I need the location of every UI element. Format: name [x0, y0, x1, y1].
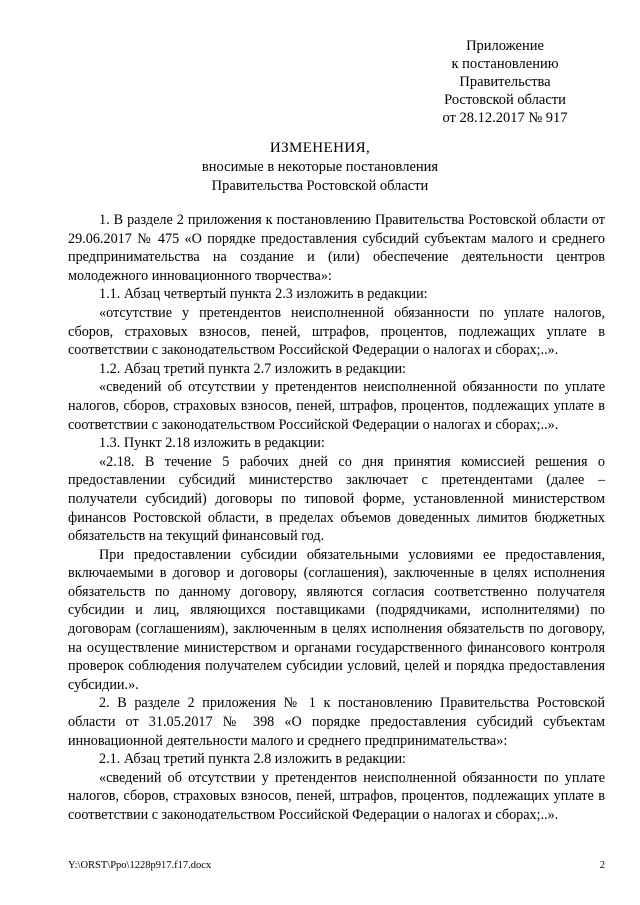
paragraph: «сведений об отсутствии у претендентов неисполненной обязанности по уплате налогов, сборов, страховых взносов, пеней, штрафов, процентов, подлежащих уплате в соответствии с законодательством Российской Федерации о налогах и сборах;..». — [68, 769, 605, 823]
page-footer — [68, 859, 605, 873]
paragraph: 1.3. Пункт 2.18 изложить в редакции: — [99, 435, 325, 452]
document-body — [68, 211, 605, 825]
appendix-line: Правительства — [459, 74, 551, 90]
document-subtitle: вносимые в некоторые постановления — [201, 159, 439, 175]
paragraph: 1.1. Абзац четвертый пункта 2.3 изложить в редакции: — [99, 286, 428, 303]
paragraph: «2.18. В течение 5 рабочих дней со дня принятия комиссией решения о предоставлении субсидий министерство заключает с претендентами (далее – получатели субсидий) договоры по типовой форме, установленной министерством финансов Ростовской области, в пределах объемов доведенных лимитов бюджетных обязательств на текущий финансовый год. — [68, 453, 605, 545]
paragraph: 1. В разделе 2 приложения к постановлению Правительства Ростовской области от 29.06.2017 № 475 «О порядке предоставления субсидий субъектам малого и среднего предпринимательства на создание и (или) обеспечение деятельности центров молодежного инновационного творчества»: — [68, 212, 605, 284]
appendix-line: Ростовской области — [444, 92, 566, 108]
document-heading — [0, 139, 640, 195]
paragraph: 2. В разделе 2 приложения № 1 к постановлению Правительства Ростовской области от 31.05.2017 № 398 «О порядке предоставления субсидий субъектам инновационной деятельности малого и среднего предпринимательства»: — [68, 695, 605, 749]
paragraph: При предоставлении субсидии обязательными условиями ее предоставления, включаемыми в договор и договоры (соглашения), заключенные в целях исполнения обязательств по данному договору, являются согласия соответственно получателя субсидии и лиц, являющихся поставщиками (подрядчиками, исполнителями) по договорам (соглашениям), заключенным в целях исполнения обязательств по договору, на осуществление министерством и органами государственного финансового контроля проверок соблюдения получателем субсидии условий, целей и порядка предоставления субсидии.». — [68, 546, 605, 693]
appendix-line: к постановлению — [451, 56, 559, 72]
paragraph: «сведений об отсутствии у претендентов неисполненной обязанности по уплате налогов, сборов, страховых взносов, пеней, штрафов, процентов, подлежащих уплате в соответствии с законодательством Российской Федерации о налогах и сборах;..». — [68, 379, 605, 433]
paragraph: 2.1. Абзац третий пункта 2.8 изложить в редакции: — [99, 751, 406, 768]
document-title: ИЗМЕНЕНИЯ, — [269, 140, 371, 156]
paragraph: «отсутствие у претендентов неисполненной обязанности по уплате налогов, сборов, страховых взносов, пеней, штрафов, процентов, подлежащих уплате в соответствии с законодательством Российской Федерации о налогах и сборах;..». — [68, 304, 605, 359]
document-subtitle: Правительства Ростовской области — [211, 177, 429, 194]
paragraph: 1.2. Абзац третий пункта 2.7 изложить в редакции: — [99, 360, 406, 377]
page-number: 2 — [599, 860, 605, 871]
appendix-block — [405, 37, 605, 127]
appendix-line: Приложение — [466, 38, 544, 54]
footer-file-path: Y:\ORST\Ppo\1228p917.f17.docx — [68, 860, 212, 871]
appendix-line: от 28.12.2017 № 917 — [442, 110, 568, 126]
